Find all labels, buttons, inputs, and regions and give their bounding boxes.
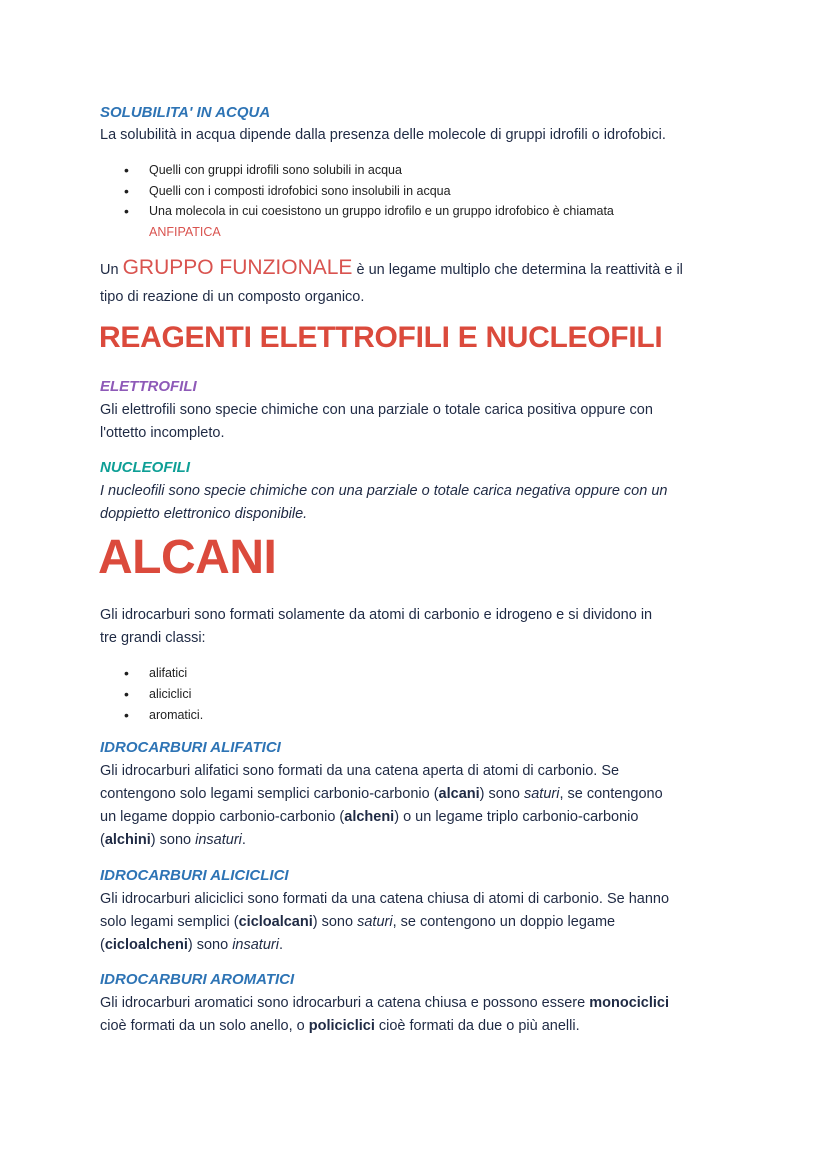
policiclici-term: policiclici — [308, 1018, 375, 1034]
text-run: ) sono — [187, 937, 233, 953]
list-item — [124, 705, 203, 726]
gruppo-line1-text: è un legame multiplo che determina la reattività e il — [356, 262, 683, 278]
text-run: . — [241, 832, 246, 848]
text-run: Gli idrocarburi aromatici sono idrocarburi a catena chiusa e possono essere — [100, 995, 590, 1011]
text-run: , se contengono un doppio legame — [392, 914, 616, 930]
list-item-text: alifatici — [149, 666, 188, 680]
aliciclici-heading: IDROCARBURI ALICICLICI — [100, 867, 289, 884]
list-item — [124, 181, 614, 202]
solubilita-heading: SOLUBILITA' IN ACQUA — [100, 104, 271, 121]
alcheni-term: alcheni — [344, 809, 395, 825]
nucleofili-heading: NUCLEOFILI — [100, 459, 190, 476]
aromatici-heading: IDROCARBURI AROMATICI — [100, 971, 295, 988]
nucleofili-line2: doppietto elettronico disponibile. — [100, 506, 308, 522]
alcani-term: alcani — [438, 786, 480, 802]
alifatici-line1: Gli idrocarburi alifatici sono formati da una catena aperta di atomi di carbonio. Se — [100, 763, 620, 779]
insaturi-term: insaturi — [232, 937, 279, 953]
list-item — [124, 684, 203, 705]
alcani-classes-list — [124, 663, 203, 726]
nucleofili-line1: I nucleofili sono specie chimiche con una parziale o totale carica negativa oppure con un — [100, 483, 668, 499]
anfipatica-term: ANFIPATICA — [149, 224, 221, 239]
list-item-text: aliciclici — [149, 687, 192, 701]
alchini-term: alchini — [104, 832, 151, 848]
text-run: ( — [100, 937, 105, 953]
list-item-text: Una molecola in cui coesistono un gruppo idrofilo e un gruppo idrofobico è chiamata — [149, 204, 614, 218]
aliciclici-line2 — [100, 911, 615, 934]
solubilita-text: La solubilità in acqua dipende dalla presenza delle molecole di gruppi idrofili o idrofobici. — [100, 127, 666, 143]
reagenti-title: REAGENTI ELETTROFILI E NUCLEOFILI — [99, 321, 663, 354]
text-run: , se contengono — [559, 786, 663, 802]
text-run: ) sono — [479, 786, 524, 802]
elettrofili-line1: Gli elettrofili sono specie chimiche con una parziale o totale carica positiva oppure con — [100, 402, 653, 418]
aliciclici-line3 — [100, 934, 283, 957]
alifatici-line4 — [100, 829, 246, 852]
list-item — [124, 160, 614, 181]
text-run: ) sono — [150, 832, 196, 848]
list-item-text: Quelli con i composti idrofobici sono insolubili in acqua — [149, 183, 451, 198]
text-run: un legame doppio carbonio-carbonio ( — [100, 809, 345, 825]
saturi-term: saturi — [523, 786, 560, 802]
solubilita-bullet-list — [124, 160, 614, 242]
text-run: ) o un legame triplo carbonio-carbonio — [394, 809, 639, 825]
insaturi-term: insaturi — [195, 832, 242, 848]
text-run: ( — [100, 832, 105, 848]
monociclici-term: monociclici — [589, 995, 670, 1011]
text-run: solo legami semplici ( — [100, 914, 239, 930]
text-run: cioè formati da un solo anello, o — [100, 1018, 309, 1034]
alifatici-line3 — [100, 806, 638, 829]
text-run: contengono solo legami semplici carbonio-carbonio ( — [100, 786, 439, 802]
gruppo-pre: Un — [100, 262, 119, 278]
text-run: cioè formati da due o più anelli. — [374, 1018, 580, 1034]
gruppo-funzionale-term: GRUPPO FUNZIONALE — [122, 256, 353, 279]
saturi-term: saturi — [357, 914, 393, 930]
aromatici-line2 — [100, 1015, 580, 1038]
text-run: . — [278, 937, 283, 953]
list-item — [124, 201, 614, 242]
list-item — [124, 663, 203, 684]
alcani-title: ALCANI — [98, 531, 277, 584]
gruppo-funzionale-line1 — [100, 256, 683, 282]
alifatici-heading: IDROCARBURI ALIFATICI — [100, 739, 281, 756]
gruppo-funzionale-line2: tipo di reazione di un composto organico. — [100, 289, 365, 305]
list-item-text: Quelli con gruppi idrofili sono solubili in acqua — [149, 163, 402, 177]
aromatici-line1 — [100, 992, 669, 1015]
cicloalcani-term: cicloalcani — [238, 914, 313, 930]
elettrofili-heading: ELETTROFILI — [100, 378, 197, 395]
text-run: ) sono — [312, 914, 358, 930]
alifatici-line2 — [100, 783, 663, 806]
alcani-intro-line1: Gli idrocarburi sono formati solamente da atomi di carbonio e idrogeno e si dividono in — [100, 607, 653, 623]
cicloalcheni-term: cicloalcheni — [104, 937, 188, 953]
alcani-intro-line2: tre grandi classi: — [100, 630, 206, 646]
list-item-text: aromatici. — [149, 708, 204, 722]
elettrofili-line2: l'ottetto incompleto. — [100, 425, 225, 441]
aliciclici-line1: Gli idrocarburi aliciclici sono formati da una catena chiusa di atomi di carbonio. Se hanno — [100, 891, 670, 907]
